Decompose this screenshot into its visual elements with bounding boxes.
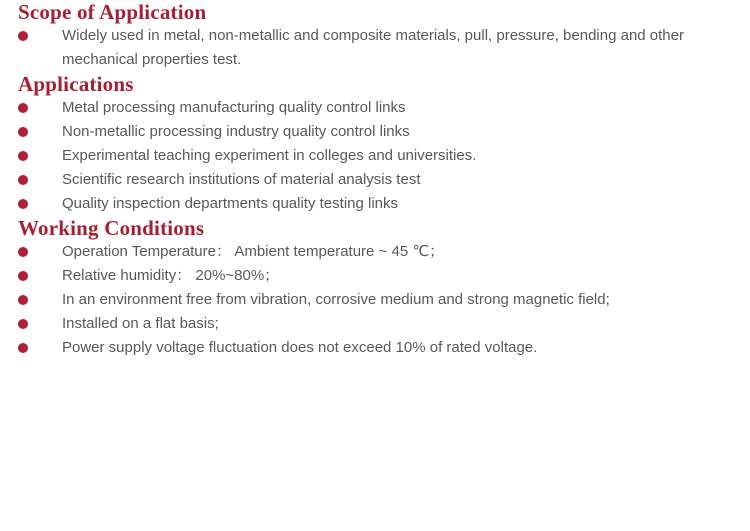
section-heading-scope-of-application: Scope of Application (18, 0, 207, 24)
list-item (18, 312, 750, 336)
applications-list (0, 96, 750, 216)
list-item (18, 120, 750, 144)
list-item-text: In an environment free from vibration, corrosive medium and strong magnetic field; (62, 291, 610, 308)
bullet-icon (18, 295, 28, 305)
bullet-icon (18, 103, 28, 113)
list-item-text: Power supply voltage fluctuation does not exceed 10% of rated voltage. (62, 339, 538, 356)
scope-list (0, 24, 750, 72)
list-item (18, 168, 750, 192)
list-item-text: Operation Temperature： Ambient temperature ~ 45 ℃； (62, 243, 445, 260)
list-item (18, 336, 750, 360)
list-item-text: Metal processing manufacturing quality control links (62, 99, 406, 116)
list-item-text: Widely used in metal, non-metallic and composite materials, pull, pressure, bending and other mechanical properties test. (62, 27, 684, 68)
list-item-text: Relative humidity： 20%~80%； (62, 267, 280, 284)
section-heading-working-conditions: Working Conditions (18, 216, 205, 240)
bullet-icon (18, 151, 28, 161)
bullet-icon (18, 343, 28, 353)
bullet-icon (18, 199, 28, 209)
bullet-icon (18, 319, 28, 329)
bullet-icon (18, 175, 28, 185)
list-item-text: Experimental teaching experiment in colleges and universities. (62, 147, 477, 164)
list-item (18, 144, 750, 168)
list-item (18, 288, 750, 312)
list-item-text: Scientific research institutions of material analysis test (62, 171, 421, 188)
list-item-text: Non-metallic processing industry quality control links (62, 123, 410, 140)
list-item (18, 192, 750, 216)
list-item-text: Installed on a flat basis; (62, 315, 219, 332)
bullet-icon (18, 271, 28, 281)
list-item-text: Quality inspection departments quality testing links (62, 195, 399, 212)
list-item (18, 96, 750, 120)
list-item (18, 264, 750, 288)
list-item (18, 240, 750, 264)
bullet-icon (18, 127, 28, 137)
bullet-icon (18, 247, 28, 257)
list-item (18, 24, 750, 72)
working-conditions-list (0, 240, 750, 360)
section-heading-applications: Applications (18, 72, 134, 96)
bullet-icon (18, 31, 28, 41)
